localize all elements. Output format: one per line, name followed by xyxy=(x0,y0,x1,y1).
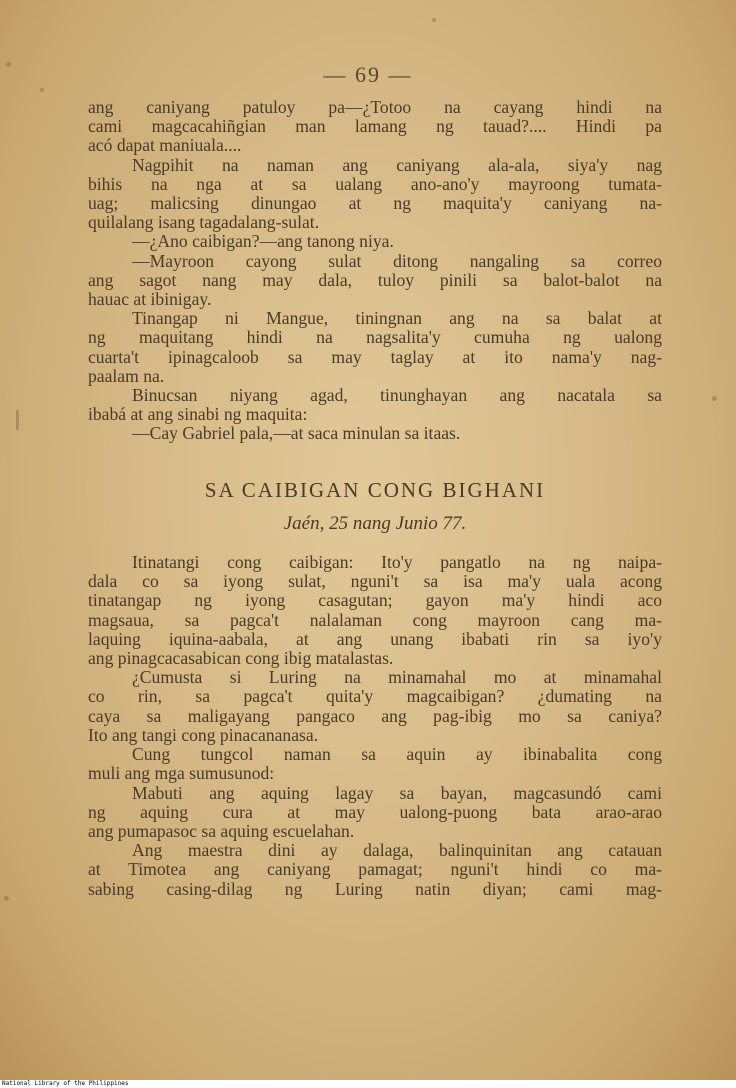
text-line: Ito ang tangi cong pinacananasa. xyxy=(88,724,319,745)
text-line: tinatangap ng iyong casagutan; gayon ma'y hindi aco xyxy=(88,590,662,611)
text-line: uag; malicsing dinungao at ng maquita'y caniyang na- xyxy=(88,193,662,214)
body-text xyxy=(88,98,662,899)
text-line: dala co sa iyong sulat, nguni't sa isa ma'y uala acong xyxy=(88,571,662,592)
text-line: sabing casing-dilag ng Luring natin diyan; cami mag- xyxy=(88,878,662,899)
text-line: co rin, sa pagca't quita'y magcaibigan? ¿dumating na xyxy=(88,686,662,707)
text-line: cami magcacahiñgian man lamang ng tauad?.... Hindi pa xyxy=(88,116,662,137)
text-line: paalam na. xyxy=(88,365,165,386)
ink-spot xyxy=(432,18,436,22)
letter-heading: SA CAIBIGAN CONG BIGHANI xyxy=(204,477,546,502)
text-line: cuarta't ipinagcaloob sa may taglay at ito nama'y nag- xyxy=(88,346,662,367)
text-line: ng maquitang hindi na nagsalita'y cumuha ng ualong xyxy=(88,327,662,348)
ink-spot xyxy=(712,396,717,401)
text-line: ¿Cumusta si Luring na minamahal mo at minamahal xyxy=(132,667,662,688)
library-credit: National Library of the Philippines xyxy=(0,1080,736,1088)
text-line: bihis na nga at sa ualang ano-ano'y mayroong tumata- xyxy=(88,173,662,194)
text-line: muli ang mga sumusunod: xyxy=(88,763,275,784)
text-line: ng aquing cura at may ualong-puong bata arao-arao xyxy=(88,801,662,822)
text-line: ang pinagcacasabican cong ibig matalastas. xyxy=(88,648,394,669)
ink-spot xyxy=(40,88,44,92)
text-line: —Cay Gabriel pala,—at saca minulan sa itaas. xyxy=(132,423,461,444)
text-line: ibabá at ang sinabi ng maquita: xyxy=(88,404,308,425)
letter-dateline: Jaén, 25 nang Junio 77. xyxy=(283,512,467,534)
text-line: quilalang isang tagadalang-sulat. xyxy=(88,212,320,233)
text-line: Binucsan niyang agad, tinunghayan ang nacatala sa xyxy=(132,385,662,406)
text-line: Mabuti ang aquing lagay sa bayan, magcasundó cami xyxy=(132,782,662,803)
text-line: —Mayroon cayong sulat ditong nangaling sa correo xyxy=(132,250,662,271)
narrative-block xyxy=(88,98,662,444)
text-line: acó dapat maniuala.... xyxy=(88,135,242,156)
text-line: ang caniyang patuloy pa—¿Totoo na cayang hindi na xyxy=(88,97,662,117)
text-line: Nagpihit na naman ang caniyang ala-ala, siya'y nag xyxy=(132,154,662,175)
text-line: Itinatangi cong caibigan: Ito'y pangatlo na ng naipa- xyxy=(132,552,662,573)
text-line: at Timotea ang caniyang pamagat; nguni't hindi co ma- xyxy=(88,859,662,880)
text-line: hauac at ibinigay. xyxy=(88,289,212,310)
ink-spot xyxy=(4,896,9,901)
text-line: —¿Ano caibigan?—ang tanong niya. xyxy=(132,231,394,252)
text-line: magsaua, sa pagca't nalalaman cong mayroon cang ma- xyxy=(88,609,662,630)
text-line: ang sagot nang may dala, tuloy pinili sa balot-balot na xyxy=(88,269,662,290)
text-line: Cung tungcol naman sa aquin ay ibinabalita cong xyxy=(132,744,662,765)
text-line: ang pumapasoc sa aquing escuelahan. xyxy=(88,820,355,841)
letter-block xyxy=(88,553,662,899)
text-line: laquing iquina-aabala, at ang unang ibabati rin sa iyo'y xyxy=(88,628,662,649)
text-line: caya sa maligayang pangaco ang pag-ibig mo sa caniya? xyxy=(88,705,662,726)
ink-spot xyxy=(16,410,19,430)
page-number: — 69 — xyxy=(323,62,413,87)
text-line: Ang maestra dini ay dalaga, balinquinitan ang catauan xyxy=(132,840,662,861)
text-line: Tinangap ni Mangue, tiningnan ang na sa balat at xyxy=(132,308,662,329)
